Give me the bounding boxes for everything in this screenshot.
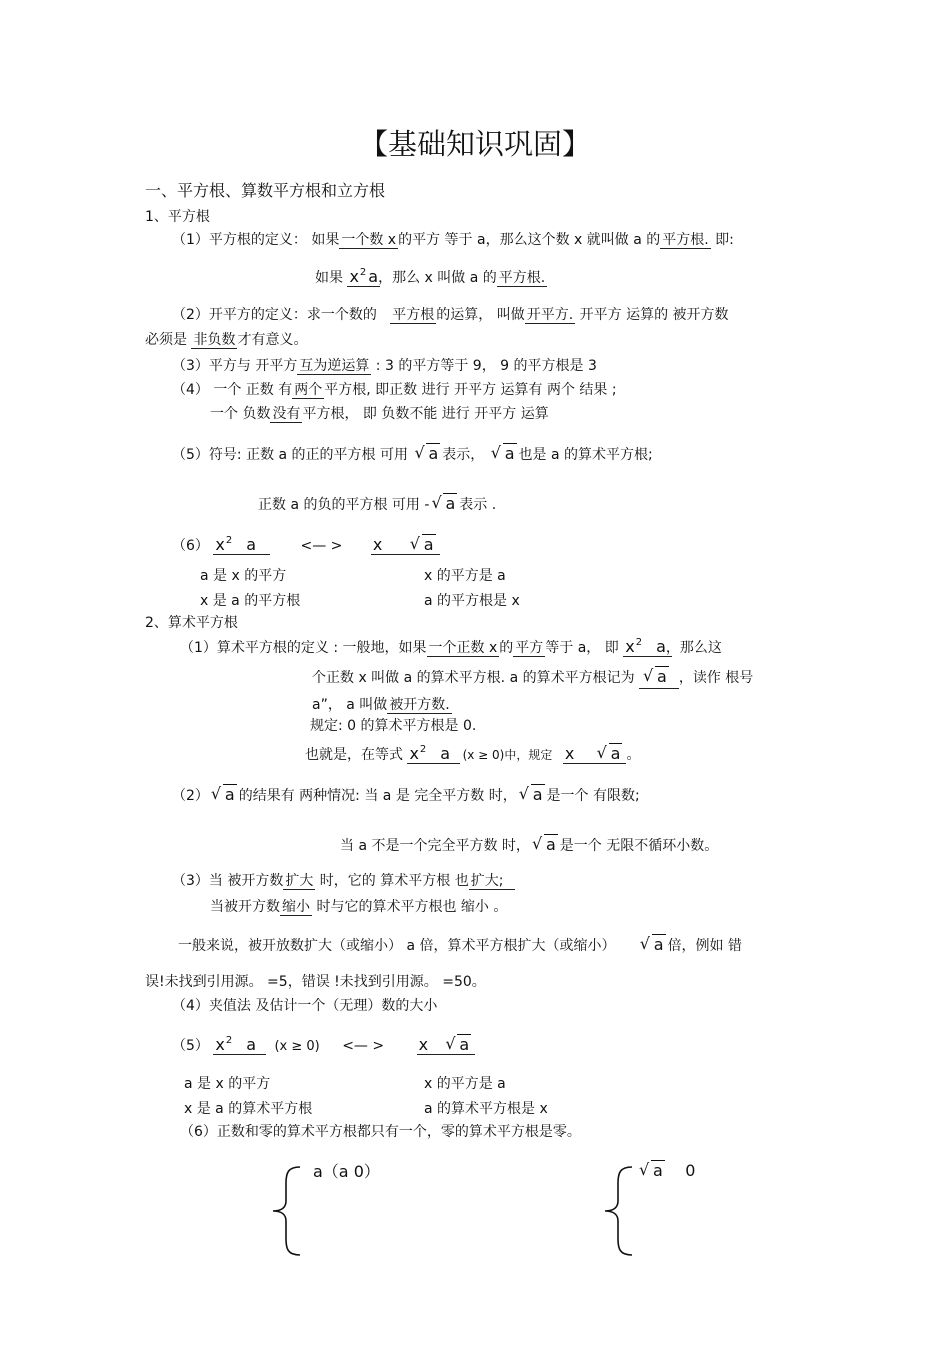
subsection-heading: 2、算术平方根	[145, 615, 238, 631]
text-line: （6）正数和零的算术平方根都只有一个，零的算术平方根是零。	[180, 1124, 581, 1140]
definition-line: 个正数 x 叫做 a 的算术平方根. a 的算术平方根记为 √ a ，读作 根号	[312, 668, 753, 687]
text-line: a 是 x 的平方	[200, 568, 287, 584]
piecewise-case: √ a 0	[639, 1160, 696, 1180]
text-line: （4） 一个 正数 有 两个 平方根, 即正数 进行 开平方 运算有 两个 结果 ;	[172, 382, 617, 398]
left-brace-icon	[602, 1165, 636, 1257]
formula-line: 也就是，在等式 $x^2$ a (x ≥ 0)中，规定 x √ a 。	[305, 743, 641, 763]
text-line: 一个 负数 没有 平方根， 即 负数不能 进行 开平方 运算	[210, 406, 549, 422]
definition-line: （1）平方根的定义： 如果 一个数 x 的平方 等于 a，那么这个数 x 就叫做 a 的 平方根. 即:	[172, 232, 734, 248]
text-line: a 的平方根是 x	[424, 593, 520, 609]
piecewise-case: a（a 0）	[313, 1162, 380, 1181]
sqrt-symbol: √ a	[431, 493, 456, 513]
left-brace-icon	[270, 1165, 304, 1257]
text-line: 规定: 0 的算术平方根是 0.	[310, 718, 477, 734]
sqrt-symbol: √ a	[596, 743, 621, 763]
formula-line: 如果 $x^2$ a，那么 x 叫做 a 的 平方根.	[315, 267, 546, 286]
text-line: （3）平方与 开平方 互为逆运算 : 3 的平方等于 9， 9 的平方根是 3	[172, 358, 597, 374]
subsection-heading: 1、平方根	[145, 209, 210, 225]
sqrt-symbol: √ a	[639, 1160, 663, 1180]
text-line: a 是 x 的平方	[184, 1076, 271, 1092]
equivalence-line: （5） $x^2$ a (x ≥ 0) <— > x √ a	[172, 1036, 475, 1057]
sqrt-symbol: √ a	[490, 443, 515, 463]
text-line: x 是 a 的平方根	[200, 593, 301, 609]
text-line: 误!未找到引用源。 =5，错误 !未找到引用源。 =50。	[145, 974, 486, 990]
sqrt-symbol: √ a	[445, 1034, 470, 1054]
sqrt-symbol: √ a	[639, 934, 664, 954]
text-line: 必须是 非负数 才有意义。	[145, 332, 308, 348]
text-line: （4）夹值法 及估计一个（无理）数的大小	[172, 998, 438, 1014]
sqrt-symbol: √ a	[643, 666, 667, 686]
text-line: x 是 a 的算术平方根	[184, 1101, 313, 1117]
sqrt-symbol: √ a	[531, 834, 556, 854]
text-line: a 的算术平方根是 x	[424, 1101, 548, 1117]
symbol-line: （5）符号: 正数 a 的正的平方根 可用 √ a 表示， √ a 也是 a 的算术平方根;	[172, 443, 653, 463]
definition-line: （2）开平方的定义：求一个数的 平方根 的运算， 叫做 开平方. 开平方 运算的 被开方数	[172, 307, 729, 323]
text-line: 当被开方数 缩小 时与它的算术平方根也 缩小 。	[210, 899, 508, 915]
text-line: x 的平方是 a	[424, 568, 506, 584]
text-line: 当 a 不是一个完全平方数 时， √ a 是一个 无限不循环小数。	[340, 834, 719, 854]
sqrt-symbol: √ a	[518, 784, 543, 804]
text-line: （3）当 被开方数 扩大 时，它的 算术平方根 也 扩大;	[172, 872, 515, 890]
text-line: （2） √ a 的结果有 两种情况: 当 a 是 完全平方数 时， √ a 是一个 有限数;	[172, 784, 640, 804]
text-line: a”， a 叫做 被开方数.	[312, 697, 450, 713]
section-heading: 一、平方根、算数平方根和立方根	[145, 181, 386, 200]
sqrt-symbol: √ a	[409, 534, 434, 554]
sqrt-symbol: √ a	[414, 443, 439, 463]
symbol-line: 正数 a 的负的平方根 可用 - √ a 表示 .	[258, 493, 497, 513]
text-line: x 的平方是 a	[424, 1076, 506, 1092]
page-title: 【基础知识巩固】	[358, 127, 591, 161]
sqrt-symbol: √ a	[210, 784, 235, 804]
definition-line: （1）算术平方根的定义 : 一般地，如果 一个正数 x 的 平方 等于 a， 即 $x^2$ a，那么这	[180, 637, 722, 656]
equivalence-line: （6） $x^2$ a <— > x √ a	[172, 536, 440, 557]
text-line: 一般来说，被开放数扩大（或缩小） a 倍，算术平方根扩大（或缩小） √ a 倍，例如 错	[178, 934, 743, 954]
